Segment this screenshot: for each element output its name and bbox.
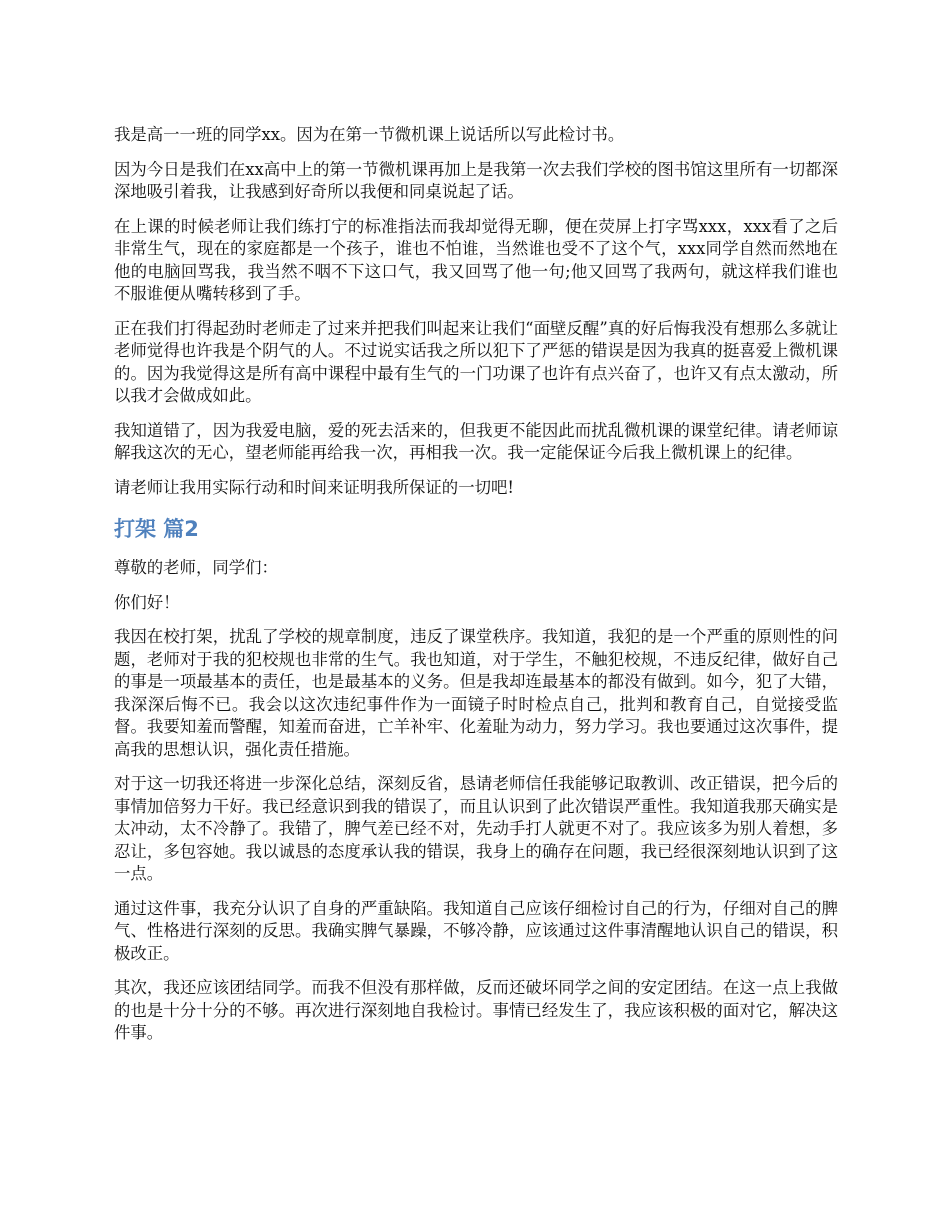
paragraph: 在上课的时候老师让我们练打宁的标准指法而我却觉得无聊，便在荧屏上打字骂xxx，xxx看了之后非常生气，现在的家庭都是一个孩子，谁也不怕谁，当然谁也受不了这个气，xxx同学自然而然地在他的电脑回骂我，我当然不咽不下这口气，我又回骂了他一句;他又回骂了我两句，就这样我们谁也不服谁便从嘴转移到了手。 — [114, 216, 838, 303]
paragraph: 我因在校打架，扰乱了学校的规章制度，违反了课堂秩序。我知道，我犯的是一个严重的原则性的问题，老师对于我的犯校规也非常的生气。我也知道，对于学生，不触犯校规，不违反纪律，做好自己的事是一项最基本的责任，也是最基本的义务。但是我却连最基本的都没有做到。如今，犯了大错，我深深后悔不已。我会以这次违纪事件作为一面镜子时时检点自己，批判和教育自己，自觉接受监督。我要知羞而警醒，知羞而奋进，亡羊补牢、化羞耻为动力，努力学习。我也要通过这次事件，提高我的思想认识，强化责任措施。 — [114, 627, 838, 759]
paragraph: 你们好！ — [114, 592, 180, 612]
document-page — [114, 124, 838, 1057]
paragraph: 我是高一一班的同学xx。因为在第一节微机课上说话所以写此检讨书。 — [114, 125, 625, 144]
paragraph: 其次，我还应该团结同学。而我不但没有那样做，反而还破坏同学之间的安定团结。在这一点上我做的也是十分十分的不够。再次进行深刻地自我检讨。事情已经发生了，我应该积极的面对它，解决这件事。 — [114, 978, 838, 1042]
paragraph: 请老师让我用实际行动和时间来证明我所保证的一切吧! — [114, 477, 514, 497]
paragraph: 正在我们打得起劲时老师走了过来并把我们叫起来让我们“面壁反醒”真的好后悔我没有想那么多就让老师觉得也许我是个阴气的人。不过说实话我之所以犯下了严惩的错误是因为我真的挺喜爱上微机课的。因为我觉得这是所有高中课程中最有生气的一门功课了也许有点兴奋了，也许又有点太激动，所以我才会做成如此。 — [114, 318, 838, 405]
paragraph: 尊敬的老师，同学们： — [114, 558, 278, 577]
section-heading: 打架 篇2 — [114, 517, 199, 541]
paragraph: 因为今日是我们在xx高中上的第一节微机课再加上是我第一次去我们学校的图书馆这里所有一切都深深地吸引着我，让我感到好奇所以我便和同桌说起了话。 — [114, 159, 838, 201]
paragraph: 我知道错了，因为我爱电脑，爱的死去活来的，但我更不能因此而扰乱微机课的课堂纪律。请老师谅解我这次的无心，望老师能再给我一次，再相我一次。我一定能保证今后我上微机课上的纪律。 — [114, 420, 838, 462]
paragraph: 对于这一切我还将进一步深化总结，深刻反省，恳请老师信任我能够记取教训、改正错误，把今后的事情加倍努力干好。我已经意识到我的错误了，而且认识到了此次错误严重性。我知道我那天确实是太冲动，太不冷静了。我错了，脾气差已经不对，先动手打人就更不对了。我应该多为别人着想，多忍让，多包容她。我以诚恳的态度承认我的错误，我身上的确存在问题，我已经很深刻地认识到了这一点。 — [114, 774, 838, 883]
paragraph: 通过这件事，我充分认识了自身的严重缺陷。我知道自己应该仔细检讨自己的行为，仔细对自己的脾气、性格进行深刻的反思。我确实脾气暴躁，不够冷静，应该通过这件事清醒地认识自己的错误，积极改正。 — [114, 898, 838, 963]
